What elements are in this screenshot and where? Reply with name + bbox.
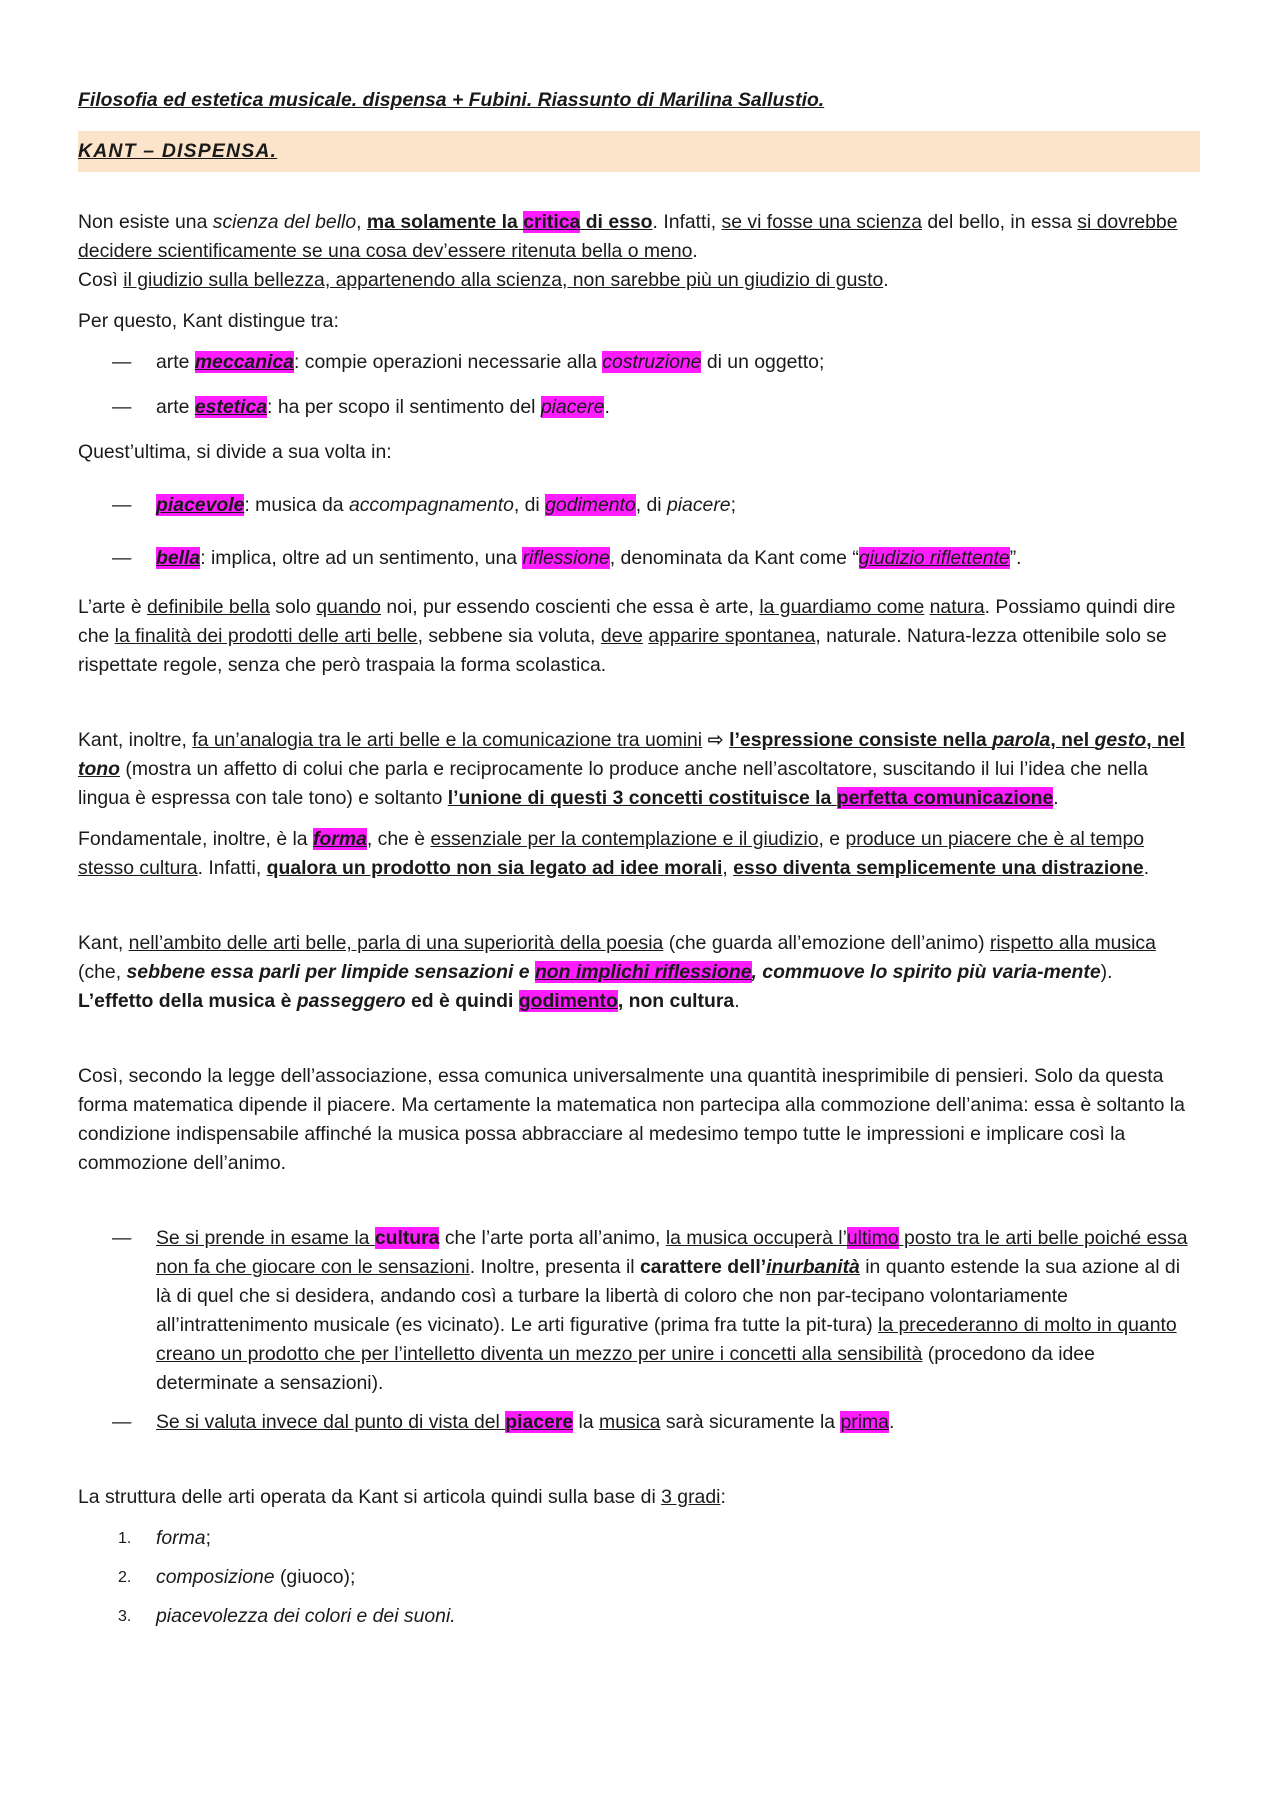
list-item: — arte estetica: ha per scopo il sentimento del piacere. [112, 396, 610, 418]
gradi-list [78, 1524, 1188, 1631]
document-body [78, 86, 1188, 1641]
paragraph-legge-associazione: Così, secondo la legge dell’associazione, essa comunica universalmente una quantità inesprimibile di pensieri. Solo da questa forma matematica dipende il piacere. Ma certamente la matematica non partecipa alla commozione dell’anima: essa è soltanto la condizione indispensabile affinché la musica possa abbracciare al medesimo tempo tutte le impressioni e implicare così la commozione dell’animo. [78, 1065, 1185, 1174]
paragraph-analogia-comunicazione: Kant, inoltre, fa un’analogia tra le arti belle e la comunicazione tra uomini ⇨ l’espressione consiste nella parola, nel gesto, nel tono (mostra un affetto di colui che parla e reciprocamente lo produce anche nell’ascoltatore, suscitando il lui l’idea che nella lingua è espressa con tale tono) e soltanto l’unione di questi 3 concetti costituisce la perfetta comunicazione. [78, 729, 1186, 809]
paragraph-forma: Fondamentale, inoltre, è la forma, che è essenziale per la contemplazione e il giudizio, e produce un piacere che è al tempo stesso cultura. Infatti, qualora un prodotto non sia legato ad idee morali, esso diventa semplicemente una distrazione. [78, 828, 1150, 879]
paragraph-kant-distingue: Per questo, Kant distingue tra: [78, 310, 339, 332]
list-item: 1. forma; [118, 1527, 211, 1549]
list-item: 3. piacevolezza dei colori e dei suoni. [118, 1605, 456, 1627]
paragraph-struttura-arti: La struttura delle arti operata da Kant si articola quindi sulla base di 3 gradi: [78, 1486, 726, 1508]
section-heading: KANT – DISPENSA. [78, 140, 278, 162]
section-band [78, 131, 1200, 172]
list-item: — bella: implica, oltre ad un sentimento, una riflessione, denominata da Kant come “giudizio riflettente”. [112, 547, 1022, 569]
arte-estetica-list [78, 491, 1188, 573]
arte-list [78, 348, 1188, 422]
list-item: 2. composizione (giuoco); [118, 1566, 356, 1588]
list-item: — arte meccanica: compie operazioni necessarie alla costruzione di un oggetto; [112, 351, 825, 373]
paragraph-superiorita-poesia: Kant, nell’ambito delle arti belle, parla di una superiorità della poesia (che guarda all’emozione dell’animo) rispetto alla musica (che, sebbene essa parli per limpide sensazioni e non implichi riflessione, commuove lo spirito più varia-mente). L’effetto della musica è passeggero ed è quindi godimento, non cultura. [78, 932, 1156, 1012]
cultura-piacere-list [78, 1224, 1188, 1437]
paragraph-arte-definibile-bella: L’arte è definibile bella solo quando noi, pur essendo coscienti che essa è arte, la guardiamo come natura. Possiamo quindi dire che la finalità dei prodotti delle arti belle, sebbene sia voluta, deve apparire spontanea, naturale. Natura-lezza ottenibile solo se rispettate regole, senza che però traspaia la forma scolastica. [78, 596, 1176, 676]
list-item: — piacevole: musica da accompagnamento, di godimento, di piacere; [112, 494, 736, 516]
paragraph-scienza-del-bello: Non esiste una scienza del bello, ma solamente la critica di esso. Infatti, se vi fosse una scienza del bello, in essa si dovrebbe decidere scientificamente se una cosa dev’essere ritenuta bella o meno. Così il giudizio sulla bellezza, appartenendo alla scienza, non sarebbe più un giudizio di gusto. [78, 211, 1178, 291]
list-item: — Se si prende in esame la cultura che l’arte porta all’animo, la musica occuperà l’ultimo posto tra le arti belle poiché essa non fa che giocare con le sensazioni. Inoltre, presenta il carattere dell’inurbanità in quanto estende la sua azione al di là di quel che si desidera, andando così a turbare la libertà di coloro che non par-tecipano volontariamente all’intrattenimento musicale (es vicinato). Le arti figurative (prima fra tutte la pit-tura) la precederanno di molto in quanto creano un prodotto che per l’intelletto diventa un mezzo per unire i concetti alla sensibilità (procedono da idee determinate a sensazioni). [112, 1227, 1188, 1394]
list-item: — Se si valuta invece dal punto di vista del piacere la musica sarà sicuramente la prima. [112, 1411, 895, 1433]
document-title: Filosofia ed estetica musicale. dispensa + Fubini. Riassunto di Marilina Sallustio. [78, 89, 825, 111]
paragraph-quest-ultima: Quest’ultima, si divide a sua volta in: [78, 441, 392, 463]
